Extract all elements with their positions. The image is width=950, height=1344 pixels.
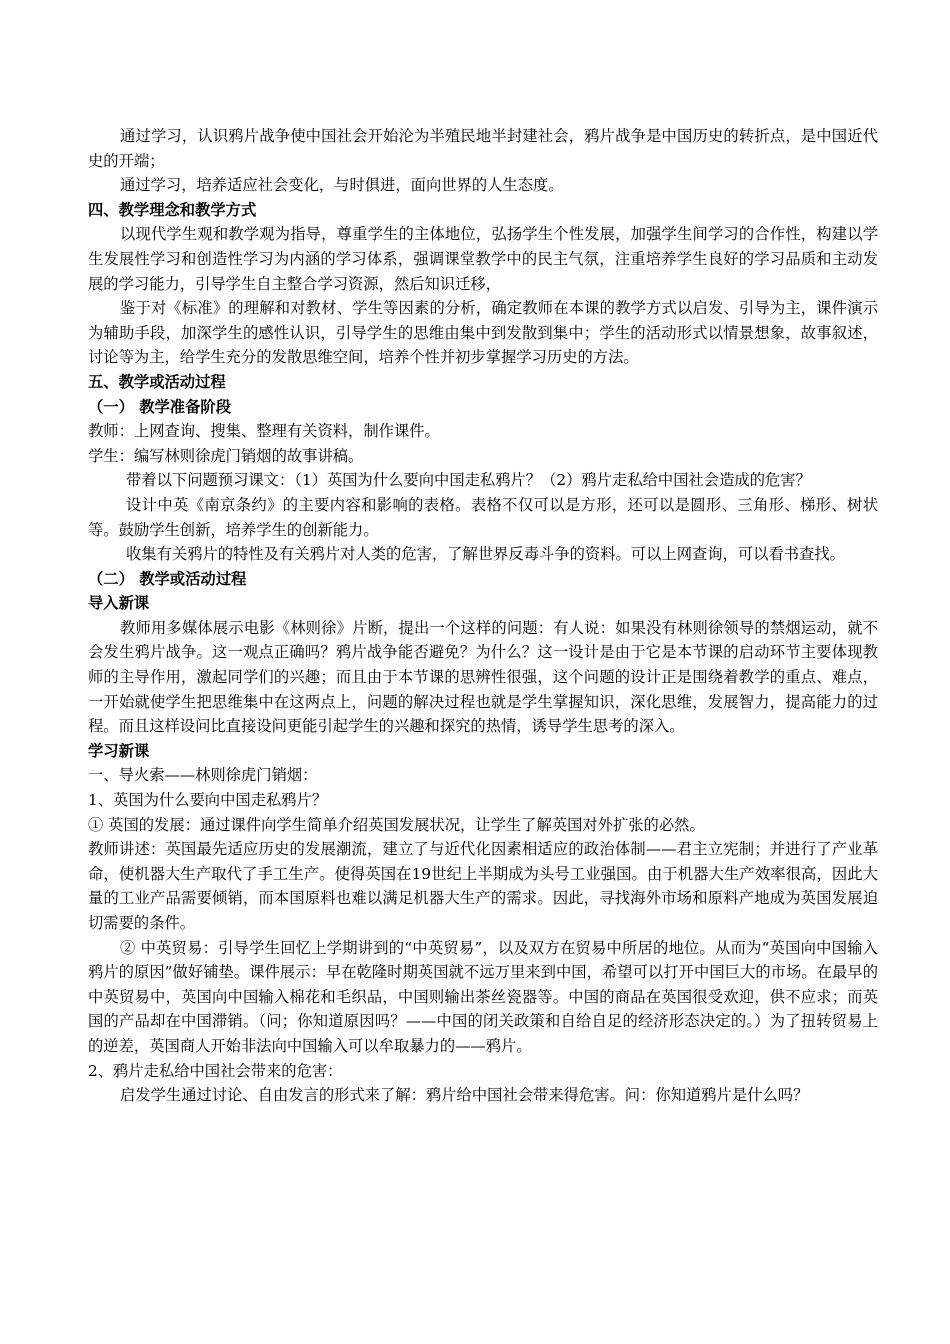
- paragraph-teacher-prep: 教师：上网查询、搜集、整理有关资料，制作课件。: [88, 422, 440, 441]
- paragraph-question-2: 2、鸦片走私给中国社会带来的危害：: [88, 1061, 343, 1080]
- heading-intro-lesson: 导入新课: [88, 594, 150, 613]
- paragraph-sino-british-trade: ② 中英贸易：引导学生回忆上学期讲到的“中英贸易”，以及双方在贸易中所居的地位。从而为“英国向中国输入鸦片的原因”做好铺垫。课件展示：早在乾隆时期英国就不远万里来到中国，希望可以打开中国巨大的市场。在最早的中英贸易中，英国向中国输入棉花和毛织品，中国则输出茶丝瓷器等。中国的商品在英国很受欢迎，供不应求；而英国的产品却在中国滞销。（问；你知道原因吗？——中国的闭关政策和自给自足的经济形态决定的。）为了扭转贸易上的逆差，英国商人开始非法向中国输入可以牟取暴力的——鸦片。: [88, 938, 878, 1055]
- paragraph-discussion: 启发学生通过讨论、自由发言的形式来了解：鸦片给中国社会带来得危害。问：你知道鸦片是什么吗？: [120, 1086, 809, 1105]
- paragraph-britain-development: ① 英国的发展：通过课件向学生简单介绍英国发展状况，让学生了解英国对外扩张的必然。: [88, 815, 705, 834]
- paragraph-objective-1: 通过学习，认识鸦片战争使中国社会开始沦为半殖民地半封建社会，鸦片战争是中国历史的转折点，是中国近代史的开端；: [88, 127, 878, 170]
- paragraph-teacher-narration: 教师讲述：英国最先适应历史的发展潮流，建立了与近代化因素相适应的政治体制——君主立宪制；并进行了产业革命，使机器大生产取代了手工生产。使得英国在19世纪上半期成为头号工业强国。由于机器大生产效率很高，因此大量的工业产品需要倾销，而本国原料也难以满足机器大生产的需求。因此，寻找海外市场和原料产地成为英国发展迫切需要的条件。: [88, 840, 878, 932]
- subsection-heading-process: （二） 教学或活动过程: [88, 569, 247, 588]
- paragraph-objective-2: 通过学习，培养适应社会变化，与时俱进，面向世界的人生态度。: [120, 176, 564, 195]
- document-page: [88, 124, 878, 1108]
- paragraph-fuse: 一、导火索——林则徐虎门销烟：: [88, 766, 318, 785]
- paragraph-table-design: 设计中英《南京条约》的主要内容和影响的表格。表格不仅可以是方形，还可以是圆形、三角形、梯形、树状等。鼓励学生创新，培养学生的创新能力。: [88, 495, 878, 539]
- paragraph-teaching-method: 鉴于对《标准》的理解和对教材、学生等因素的分析，确定教师在本课的教学方式以启发、引导为主，课件演示为辅助手段，加深学生的感性认识，引导学生的思维由集中到发散到集中；学生的活动形式以情景想象，故事叙述，讨论等为主，给学生充分的发散思维空间，培养个性并初步掌握学习历史的方法。: [88, 299, 878, 367]
- section-heading-5: 五、教学或活动过程: [88, 372, 226, 391]
- heading-new-lesson: 学习新课: [88, 741, 150, 760]
- paragraph-preview-questions: 带着以下问题预习课文：（1）英国为什么要向中国走私鸦片？（2）鸦片走私给中国社会造成的危害？: [126, 471, 811, 490]
- subsection-heading-prep: （一） 教学准备阶段: [88, 397, 231, 416]
- paragraph-teaching-philosophy: 以现代学生观和教学观为指导，尊重学生的主体地位，弘扬学生个性发展，加强学生间学习的合作性，构建以学生发展性学习和创造性学习为内涵的学习体系，强调课堂教学中的民主气氛，注重培养学生良好的学习品质和主动发展的学习能力，引导学生自主整合学习资源，然后知识迁移，: [88, 225, 878, 293]
- paragraph-question-1: 1、英国为什么要向中国走私鸦片？: [88, 791, 328, 810]
- paragraph-intro-lesson: 教师用多媒体展示电影《林则徐》片断，提出一个这样的问题：有人说：如果没有林则徐领导的禁烟运动，就不会发生鸦片战争。这一观点正确吗？鸦片战争能否避免？为什么？这一设计是由于它是本节课的启动环节主要体现教师的主导作用，激起同学们的兴趣；而且由于本节课的思辨性很强，这个问题的设计正是围绕着教学的重点、难点，一开始就使学生把思维集中在这两点上，问题的解决过程也就是学生掌握知识，深化思维，发展智力，提高能力的过程。而且这样设问比直接设问更能引起学生的兴趣和探究的热情，诱导学生思考的深入。: [88, 618, 878, 736]
- section-heading-4: 四、教学理念和教学方式: [88, 200, 257, 219]
- paragraph-collect-materials: 收集有关鸦片的特性及有关鸦片对人类的危害，了解世界反毒斗争的资料。可以上网查询，可以看书查找。: [126, 545, 845, 564]
- paragraph-student-prep: 学生：编写林则徐虎门销烟的故事讲稿。: [88, 446, 364, 465]
